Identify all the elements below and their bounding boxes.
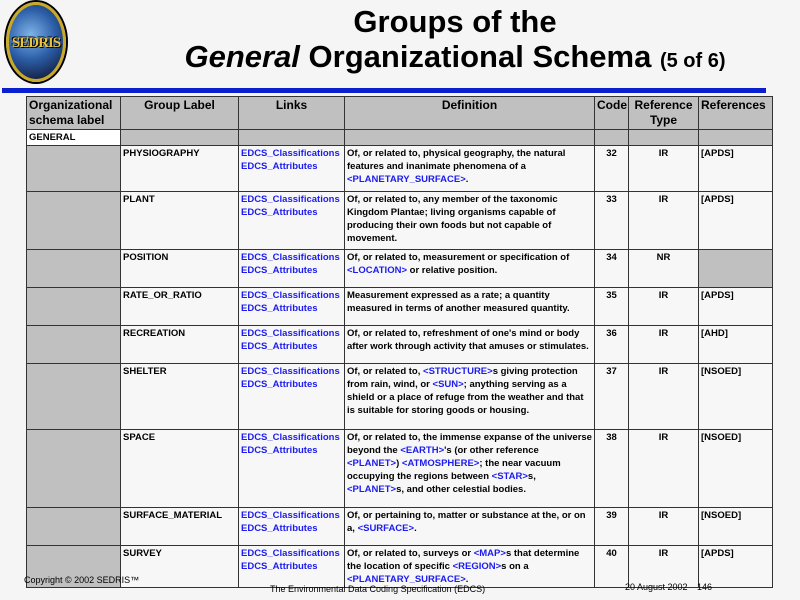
column-header: Code [595,97,629,130]
links-cell [239,326,345,364]
definition-text: s on a [501,561,529,572]
schema-label-cell [27,326,121,364]
references: [NSOED] [699,430,773,508]
table-row [27,430,773,508]
edcs-classifications-link[interactable]: EDCS_Classifications [241,366,340,377]
definition-text: . [414,523,417,534]
links-cell [239,430,345,508]
edcs-attributes-link[interactable]: EDCS_Attributes [241,561,318,572]
group-label: POSITION [121,250,239,288]
definition-text: s that determine the location of specific [347,548,580,572]
edcs-attributes-link[interactable]: EDCS_Attributes [241,445,318,456]
table-row [27,326,773,364]
schema-label-cell [27,508,121,546]
edcs-classifications-link[interactable]: EDCS_Classifications [241,148,340,159]
reference-type: IR [629,146,699,192]
table-row [27,192,773,250]
definition-text: . [465,174,469,185]
group-label: RATE_OR_RATIO [121,288,239,326]
edcs-classifications-link[interactable]: EDCS_Classifications [241,548,340,559]
edcs-classifications-link[interactable]: EDCS_Classifications [241,328,340,339]
definition-text: Of, or related to, measurement or specification of [347,252,570,263]
links-cell [239,288,345,326]
title-italic: General [184,39,300,74]
reference-type: IR [629,364,699,430]
definition [345,326,595,364]
footer-spec-title: The Environmental Data Coding Specification (EDCS) [270,584,486,594]
definition [345,250,595,288]
edcs-classifications-link[interactable]: EDCS_Classifications [241,510,340,521]
definition-text: Of, or related to, physical geography, the natural features and inanimate phenomena of a [347,148,566,172]
links-cell [239,146,345,192]
references: [APDS] [699,546,773,588]
definition-text: . [465,574,469,585]
definition-term-link[interactable]: <PLANETARY_SURFACE> [347,174,466,185]
column-header: References [699,97,773,130]
reference-type: IR [629,288,699,326]
definition-term-link[interactable]: <MAP> [473,548,506,559]
definition-term-link[interactable]: <SURFACE> [357,523,415,534]
definition-text: Of, or related to, surveys or [347,548,474,559]
links-cell [239,508,345,546]
logo-text: SEDRIS [11,35,61,51]
table-row [27,508,773,546]
reference-type: IR [629,430,699,508]
definition-text: Of, or related to, the immense expanse of the universe beyond the [347,432,592,456]
footer-date: 20 August 2002 [625,582,688,592]
definition-term-link[interactable]: <STRUCTURE> [423,366,493,377]
table-row [27,146,773,192]
references: [APDS] [699,192,773,250]
table-row [27,250,773,288]
definition-term-link[interactable]: <PLANETARY_SURFACE> [347,574,466,585]
footer-page-number: 146 [697,582,713,592]
definition-text: ) [396,458,402,469]
code: 32 [595,146,629,192]
group-label: SPACE [121,430,239,508]
definition-text: Of, or related to, [347,366,424,377]
sedris-logo [6,2,66,82]
group-label: PHYSIOGRAPHY [121,146,239,192]
reference-type: IR [629,192,699,250]
title-rest: Organizational Schema [299,39,660,74]
edcs-classifications-link[interactable]: EDCS_Classifications [241,194,340,205]
code: 37 [595,364,629,430]
schema-label-cell [27,364,121,430]
links-cell [239,250,345,288]
definition-term-link[interactable]: <PLANET> [347,458,397,469]
group-label: SURFACE_MATERIAL [121,508,239,546]
definition [345,288,595,326]
code: 36 [595,326,629,364]
edcs-attributes-link[interactable]: EDCS_Attributes [241,303,318,314]
references: [NSOED] [699,364,773,430]
definition-text: Of, or related to, any member of the taxonomic Kingdom Plantae; living organisms capable of producing their own foods but not capable of movement. [347,194,558,244]
code: 35 [595,288,629,326]
edcs-classifications-link[interactable]: EDCS_Classifications [241,290,340,301]
references [699,250,773,288]
definition-text: s giving protection from rain, wind, or [347,366,578,390]
group-label: PLANT [121,192,239,250]
code: 40 [595,546,629,588]
definition-text: s, and other celestial bodies. [396,484,526,495]
definition-text: or relative position. [407,265,498,276]
schema-label: GENERAL [27,130,121,146]
links-cell [239,364,345,430]
edcs-attributes-link[interactable]: EDCS_Attributes [241,523,318,534]
code: 39 [595,508,629,546]
general-row [27,130,773,146]
group-label: RECREATION [121,326,239,364]
title-page-count: (5 of 6) [659,50,726,72]
column-header: Reference Type [629,97,699,130]
references: [AHD] [699,326,773,364]
column-header: Definition [345,97,595,130]
column-header: Organizational schema label [27,97,121,130]
definition-term-link[interactable]: <REGION> [452,561,502,572]
definition-text: s, [527,471,536,482]
links-cell [239,192,345,250]
column-header: Links [239,97,345,130]
definition-text: Of, or pertaining to, matter or substance at the, or on a, [347,510,586,534]
reference-type: IR [629,326,699,364]
header-row [27,97,773,130]
code: 33 [595,192,629,250]
reference-type: IR [629,508,699,546]
definition-term-link[interactable]: <LOCATION> [347,265,407,276]
definition-text: Of, or related to, refreshment of one's mind or body after work through activity that amuses or stimulates. [347,328,589,352]
edcs-classifications-link[interactable]: EDCS_Classifications [241,252,340,263]
schema-label-cell [27,146,121,192]
definition [345,146,595,192]
page-title [110,4,800,79]
edcs-attributes-link[interactable]: EDCS_Attributes [241,379,318,390]
schema-label-cell [27,192,121,250]
edcs-classifications-link[interactable]: EDCS_Classifications [241,432,340,443]
definition-text: ; anything serving as a shield or a place of refuge from the weather and that is suitable for storing goods or housing. [347,379,584,416]
code: 34 [595,250,629,288]
definition-text: ; the near vacuum occupying the regions between [347,458,561,482]
definition-text: Measurement expressed as a rate; a quantity measured in terms of another measured quantity. [347,290,570,314]
table-row [27,364,773,430]
definition [345,192,595,250]
column-header: Group Label [121,97,239,130]
definition-term-link[interactable]: <STAR> [491,471,528,482]
links-cell [239,546,345,588]
table-row [27,288,773,326]
edcs-attributes-link[interactable]: EDCS_Attributes [241,341,318,352]
definition [345,508,595,546]
references: [APDS] [699,146,773,192]
edcs-attributes-link[interactable]: EDCS_Attributes [241,207,318,218]
title-line-1: Groups of the [353,4,557,39]
schema-label-cell [27,430,121,508]
reference-type: NR [629,250,699,288]
definition [345,430,595,508]
groups-table [26,96,773,588]
definition [345,364,595,430]
definition [345,546,595,588]
schema-label-cell [27,250,121,288]
code: 38 [595,430,629,508]
title-line-2 [110,39,800,79]
edcs-attributes-link[interactable]: EDCS_Attributes [241,161,318,172]
references: [APDS] [699,288,773,326]
schema-label-cell [27,288,121,326]
reference-type: IR [629,546,699,588]
definition-text: 's (or other reference [444,445,539,456]
group-label: SHELTER [121,364,239,430]
footer-copyright: Copyright © 2002 SEDRIS™ [24,575,140,585]
definition-term-link[interactable]: <EARTH> [400,445,445,456]
definition-term-link[interactable]: <PLANET> [347,484,397,495]
title-divider [2,88,766,93]
definition-term-link[interactable]: <SUN> [432,379,464,390]
group-label: SURVEY [121,546,239,588]
definition-term-link[interactable]: <ATMOSPHERE> [401,458,480,469]
edcs-attributes-link[interactable]: EDCS_Attributes [241,265,318,276]
references: [NSOED] [699,508,773,546]
